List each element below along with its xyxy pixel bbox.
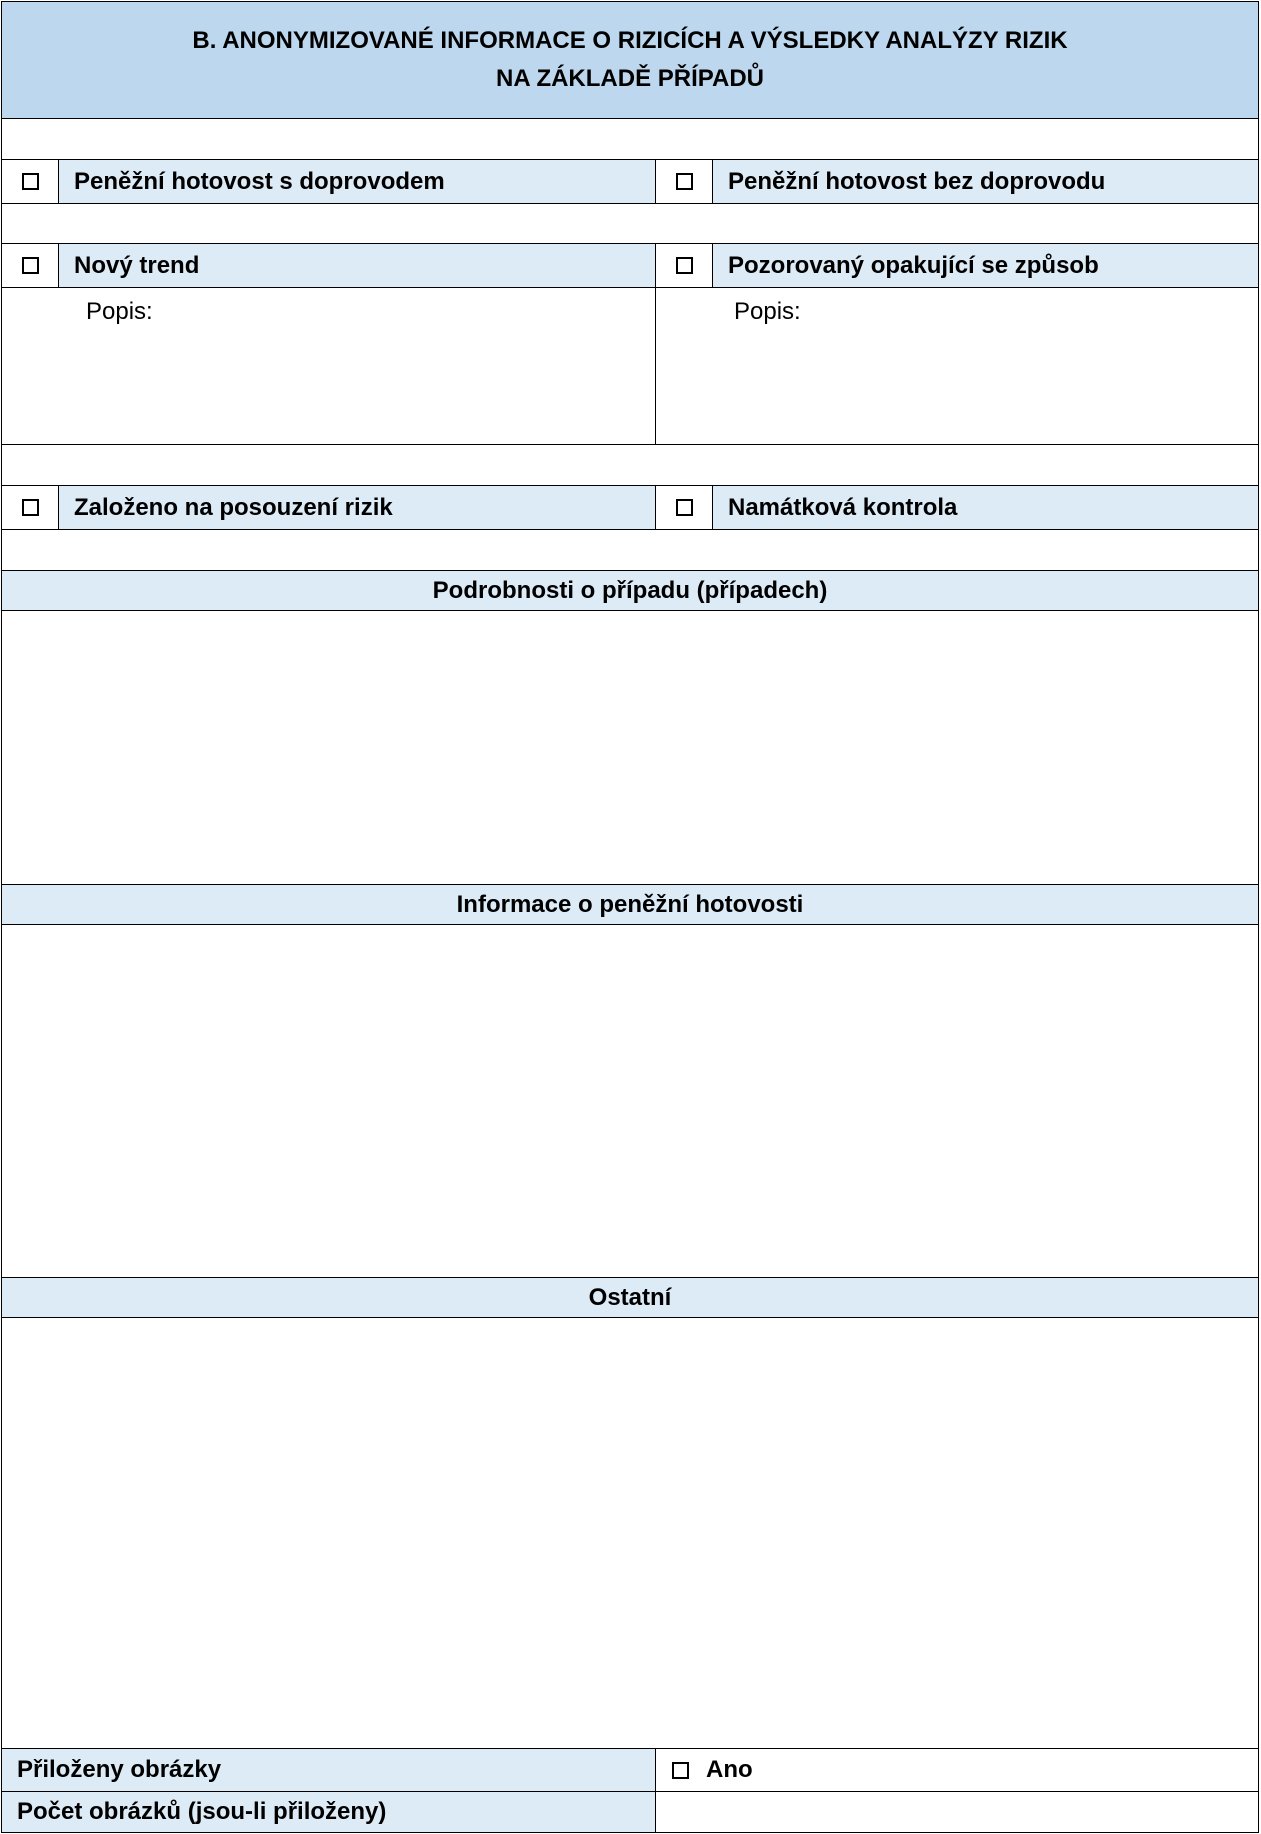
cash-accompanied-checkbox[interactable] <box>22 173 39 190</box>
checkbox-cell[interactable] <box>656 160 713 203</box>
cash-info-title: Informace o peněžní hotovosti <box>1 884 1259 925</box>
cash-accompanied-option <box>2 160 655 203</box>
checkbox-cell[interactable] <box>656 486 713 529</box>
new-trend-description-label: Popis: <box>86 298 153 325</box>
images-attached-label: Přiloženy obrázky <box>2 1749 655 1791</box>
header-title-line2: NA ZÁKLADĚ PŘÍPADŮ <box>496 65 764 92</box>
images-attached-yes-label: Ano <box>706 1756 753 1783</box>
cash-unaccompanied-checkbox[interactable] <box>676 173 693 190</box>
other-title: Ostatní <box>1 1277 1259 1318</box>
checkbox-cell[interactable] <box>2 244 59 287</box>
images-attached-value[interactable] <box>655 1749 1258 1791</box>
case-details-title: Podrobnosti o případu (případech) <box>1 570 1259 611</box>
new-trend-description-field[interactable] <box>2 288 655 444</box>
other-field[interactable] <box>1 1318 1259 1748</box>
image-count-row <box>1 1792 1259 1833</box>
trend-row <box>1 243 1259 288</box>
form-section-header <box>1 1 1259 119</box>
random-check-option <box>655 486 1258 529</box>
risk-based-option <box>2 486 655 529</box>
new-trend-option <box>2 244 655 287</box>
image-count-field[interactable] <box>655 1792 1258 1832</box>
cash-unaccompanied-option <box>655 160 1258 203</box>
recurring-pattern-description-label: Popis: <box>734 298 801 325</box>
control-row <box>1 485 1259 530</box>
cash-type-row <box>1 159 1259 204</box>
spacer <box>1 445 1259 485</box>
image-count-label: Počet obrázků (jsou-li přiloženy) <box>2 1792 655 1832</box>
cash-unaccompanied-label: Peněžní hotovost bez doprovodu <box>713 160 1258 203</box>
recurring-pattern-description-field[interactable] <box>655 288 1258 444</box>
spacer <box>1 119 1259 159</box>
new-trend-checkbox[interactable] <box>22 257 39 274</box>
new-trend-label: Nový trend <box>59 244 655 287</box>
recurring-pattern-checkbox[interactable] <box>676 257 693 274</box>
risk-based-label: Založeno na posouzení rizik <box>59 486 655 529</box>
checkbox-cell[interactable] <box>2 160 59 203</box>
checkbox-cell[interactable] <box>656 244 713 287</box>
header-title-line1: B. ANONYMIZOVANÉ INFORMACE O RIZICÍCH A VÝSLEDKY ANALÝZY RIZIK <box>192 27 1068 54</box>
risk-based-checkbox[interactable] <box>22 499 39 516</box>
spacer <box>1 530 1259 570</box>
cash-accompanied-label: Peněžní hotovost s doprovodem <box>59 160 655 203</box>
images-attached-checkbox[interactable] <box>672 1762 689 1779</box>
random-check-checkbox[interactable] <box>676 499 693 516</box>
recurring-pattern-option <box>655 244 1258 287</box>
checkbox-cell[interactable] <box>2 486 59 529</box>
recurring-pattern-label: Pozorovaný opakující se způsob <box>713 244 1258 287</box>
images-attached-row <box>1 1748 1259 1792</box>
case-details-field[interactable] <box>1 611 1259 885</box>
description-row <box>1 288 1259 445</box>
cash-info-field[interactable] <box>1 925 1259 1278</box>
spacer <box>1 204 1259 244</box>
random-check-label: Namátková kontrola <box>713 486 1258 529</box>
